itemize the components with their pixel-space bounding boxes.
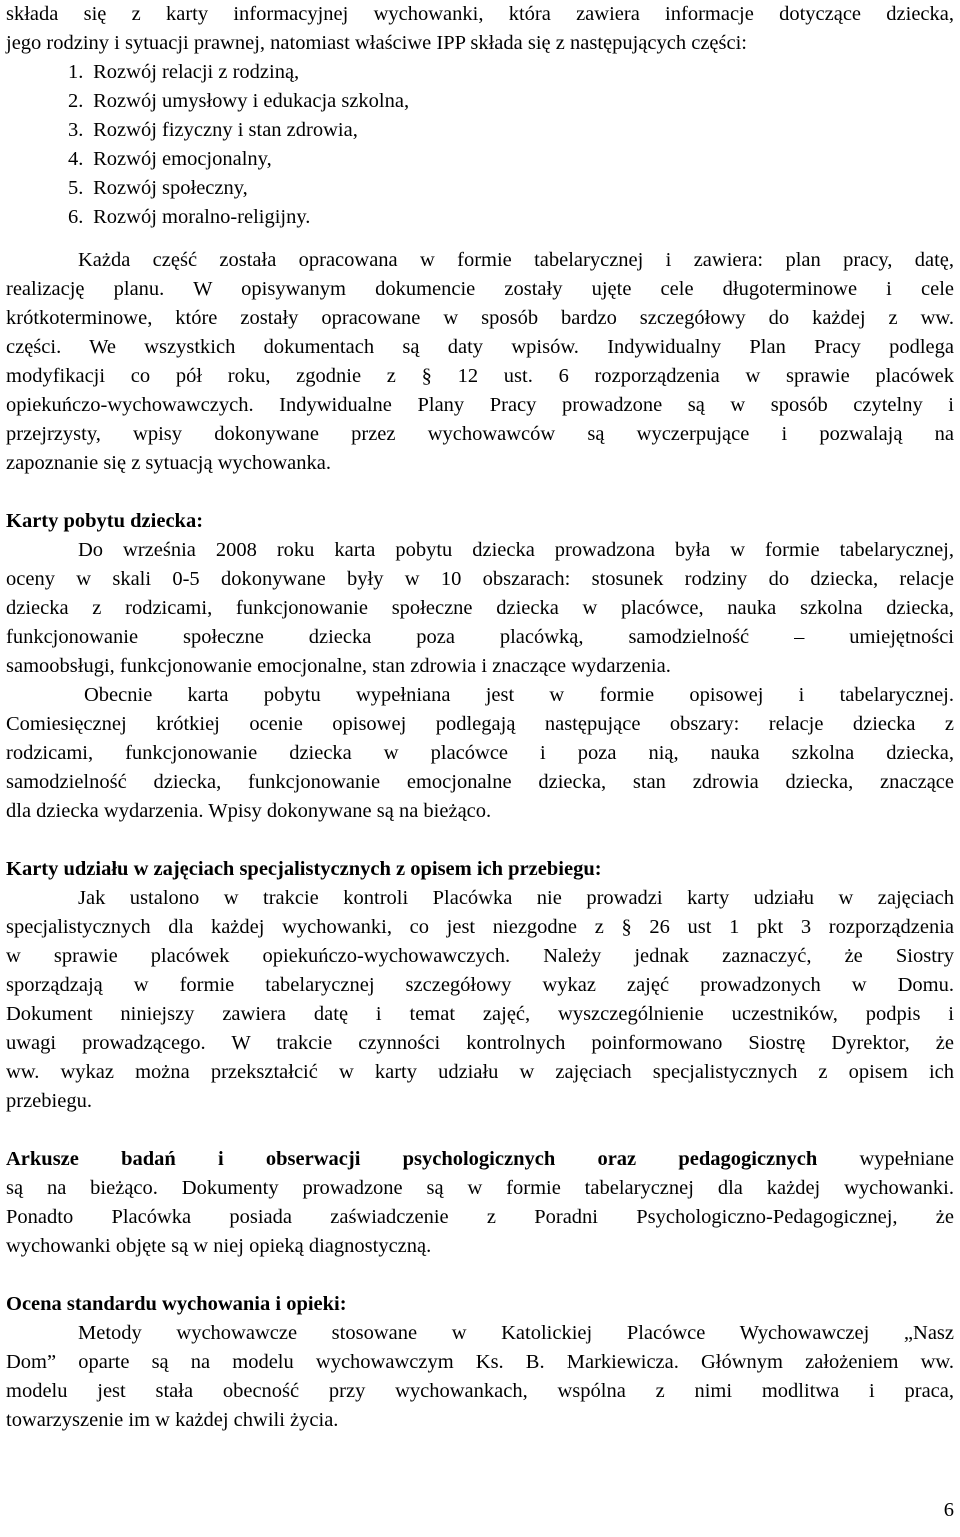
section-heading: Karty udziału w zajęciach specjalistycznych z opisem ich przebiegu: — [6, 858, 602, 880]
paragraph-line: Jak ustalono w trakcie kontroli Placówka nie prowadzi karty udziału w zajęciach — [78, 887, 954, 909]
paragraph-line: Każda część została opracowana w formie tabelarycznej i zawiera: plan pracy, datę, — [78, 249, 954, 271]
paragraph-ipp — [6, 246, 954, 478]
paragraph-line: przebiegu. — [6, 1090, 92, 1112]
paragraph-line: samodzielność dziecka, funkcjonowanie emocjonalne dziecka, stan zdrowia dziecka, znaczące — [6, 771, 954, 793]
paragraph-line — [6, 1145, 954, 1174]
page-number: 6 — [943, 1499, 954, 1521]
paragraph-line: Metody wychowawcze stosowane w Katolickiej Placówce Wychowawczej „Nasz — [78, 1322, 954, 1344]
paragraph-line: rodzicami, funkcjonowanie dziecka w placówce i poza nią, nauka szkolna dziecka, — [6, 742, 954, 764]
heading-tail: wypełniane — [817, 1148, 954, 1170]
paragraph-line: dla dziecka wydarzenia. Wpisy dokonywane są na bieżąco. — [6, 800, 492, 822]
paragraph-line: Ponadto Placówka posiada zaświadczenie z Poradni Psychologiczno-Pedagogicznej, że — [6, 1206, 954, 1228]
paragraph-line: krótkoterminowe, które zostały opracowane w sposób bardzo szczegółowy do każdej z ww. — [6, 307, 954, 329]
paragraph-line: uwagi prowadzącego. W trakcie czynności kontrolnych poinformowano Siostrę Dyrektor, że — [6, 1032, 954, 1054]
section-heading: Arkusze badań i obserwacji psychologicznych oraz pedagogicznych — [6, 1148, 818, 1170]
section-arkusze — [6, 1145, 954, 1261]
list-item — [6, 87, 954, 116]
list-item — [6, 145, 954, 174]
list-number: 4. — [68, 148, 84, 170]
paragraph-line: ww. wykaz można przekształcić w karty udziału w zajęciach specjalistycznych z opisem ich — [6, 1061, 954, 1083]
paragraph-line: części. We wszystkich dokumentach są daty wpisów. Indywidualny Plan Pracy podlega — [6, 336, 954, 358]
list-label: Rozwój emocjonalny, — [93, 148, 272, 170]
paragraph-line: Comiesięcznej krótkiej ocenie opisowej podlegają następujące obszary: relacje dziecka z — [6, 713, 954, 735]
list-number: 3. — [68, 119, 84, 141]
list-label: Rozwój fizyczny i stan zdrowia, — [93, 119, 358, 141]
list-item — [6, 174, 954, 203]
document-page — [6, 0, 954, 1435]
section-ocena — [6, 1290, 954, 1435]
list-item — [6, 58, 954, 87]
list-item — [6, 116, 954, 145]
list-number: 1. — [68, 61, 84, 83]
intro — [6, 0, 954, 58]
paragraph-line: przejrzysty, wpisy dokonywane przez wychowawców są wyczerpujące i pozwalają na — [6, 423, 954, 445]
paragraph-line: specjalistycznych dla każdej wychowanki, co jest niezgodne z § 26 ust 1 pkt 3 rozporządzenia — [6, 916, 954, 938]
paragraph-line: oceny w skali 0-5 dokonywane były w 10 obszarach: stosunek rodziny do dziecka, relacje — [6, 568, 954, 590]
paragraph-line: dziecka z rodzicami, funkcjonowanie społeczne dziecka w placówce, nauka szkolna dziecka, — [6, 597, 954, 619]
paragraph-line: samoobsługi, funkcjonowanie emocjonalne, stan zdrowia i znaczące wydarzenia. — [6, 655, 671, 677]
parts-list — [6, 58, 954, 232]
section-karty-udzialu — [6, 855, 954, 1116]
paragraph-line: modelu jest stała obecność przy wychowankach, wspólna z nimi modlitwa i praca, — [6, 1380, 954, 1402]
paragraph-line: opiekuńczo-wychowawczych. Indywidualne Plany Pracy prowadzone są w sposób czytelny i — [6, 394, 954, 416]
paragraph-line: Do września 2008 roku karta pobytu dziecka prowadzona była w formie tabelarycznej, — [78, 539, 954, 561]
list-label: Rozwój umysłowy i edukacja szkolna, — [93, 90, 410, 112]
paragraph-line: modyfikacji co pół roku, zgodnie z § 12 ust. 6 rozporządzenia w sprawie placówek — [6, 365, 954, 387]
list-item — [6, 203, 954, 232]
paragraph-line: Dom” oparte są na modelu wychowawczym Ks. B. Markiewicza. Głównym założeniem ww. — [6, 1351, 954, 1373]
paragraph-line: towarzyszenie im w każdej chwili życia. — [6, 1409, 339, 1431]
list-label: Rozwój moralno-religijny. — [93, 206, 311, 228]
list-number: 5. — [68, 177, 84, 199]
section-heading: Ocena standardu wychowania i opieki: — [6, 1293, 347, 1315]
paragraph-line: Dokument niniejszy zawiera datę i temat zajęć, wyszczególnienie uczestników, podpis i — [6, 1003, 954, 1025]
paragraph-line: zapoznanie się z sytuacją wychowanka. — [6, 452, 332, 474]
paragraph-line: funkcjonowanie społeczne dziecka poza placówką, samodzielność – umiejętności — [6, 626, 954, 648]
paragraph-line: wychowanki objęte są w niej opieką diagnostyczną. — [6, 1235, 432, 1257]
paragraph-line: Obecnie karta pobytu wypełniana jest w formie opisowej i tabelarycznej. — [84, 684, 954, 706]
paragraph-line: realizację planu. W opisywanym dokumencie zostały ujęte cele długoterminowe i cele — [6, 278, 954, 300]
intro-line-1: składa się z karty informacyjnej wychowanki, która zawiera informacje dotyczące dziecka, — [6, 3, 954, 25]
section-heading: Karty pobytu dziecka: — [6, 510, 204, 532]
list-number: 2. — [68, 90, 84, 112]
paragraph-line: są na bieżąco. Dokumenty prowadzone są w formie tabelarycznej dla każdej wychowanki. — [6, 1177, 954, 1199]
list-number: 6. — [68, 206, 84, 228]
list-label: Rozwój relacji z rodziną, — [93, 61, 300, 83]
paragraph-line: sporządzają w formie tabelarycznej szczegółowy wykaz zajęć prowadzonych w Domu. — [6, 974, 954, 996]
list-label: Rozwój społeczny, — [93, 177, 248, 199]
paragraph-line: w sprawie placówek opiekuńczo-wychowawczych. Należy jednak zaznaczyć, że Siostry — [6, 945, 954, 967]
intro-line-2: jego rodziny i sytuacji prawnej, natomiast właściwe IPP składa się z następujących części: — [6, 32, 747, 54]
section-karty-pobytu — [6, 507, 954, 826]
